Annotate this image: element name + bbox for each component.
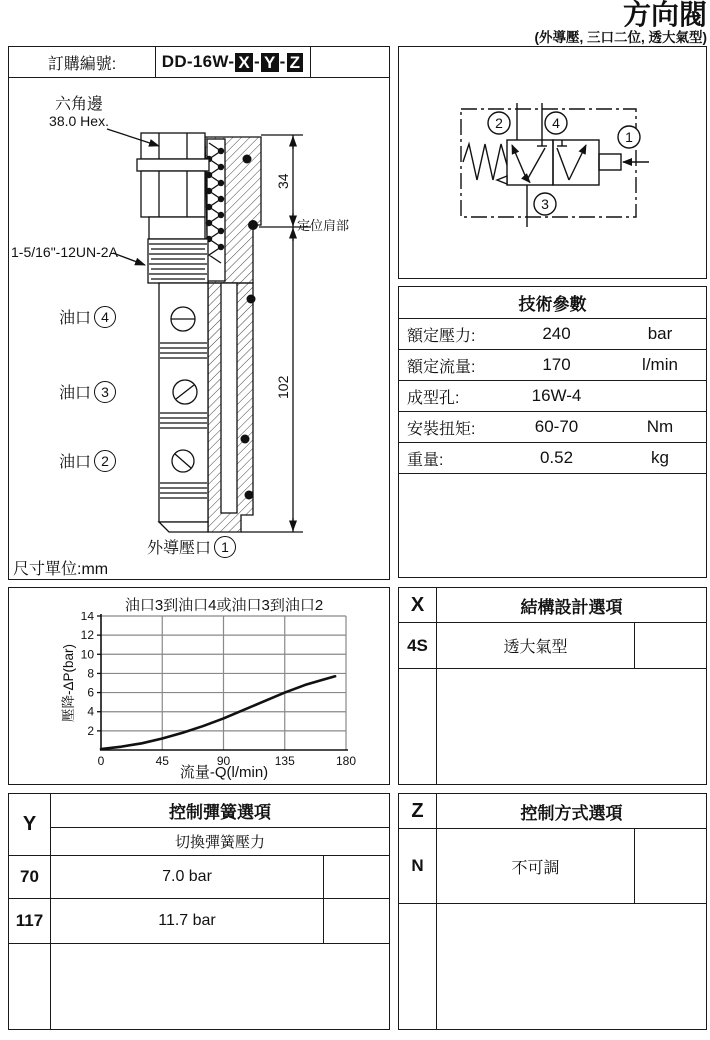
tech-label: 額定壓力:	[407, 327, 476, 345]
svg-text:90: 90	[216, 754, 231, 768]
option-y-header-right	[51, 794, 389, 855]
svg-text:10: 10	[80, 647, 94, 662]
tech-label: 額定流量:	[407, 358, 476, 376]
option-y-panel	[8, 793, 390, 1030]
option-code: N	[399, 829, 437, 903]
thread-spec-label: 1-5/16"-12UN-2A	[11, 244, 118, 260]
tech-params-panel	[398, 286, 707, 578]
tech-value: 240	[542, 324, 571, 343]
tech-unit: Nm	[646, 417, 674, 436]
option-empty-cell	[323, 899, 389, 943]
option-z-row-n	[399, 829, 706, 904]
option-x-panel	[398, 587, 707, 785]
svg-text:180: 180	[335, 754, 357, 768]
chart-y-axis-label: 壓降-ΔP(bar)	[61, 643, 76, 723]
option-desc: 不可調	[511, 859, 560, 877]
tech-row-pressure	[399, 319, 706, 350]
schematic-port-4: 4	[552, 115, 560, 131]
svg-text:0: 0	[97, 754, 105, 768]
option-y-code: Y	[9, 794, 51, 855]
shoulder-label: 定位肩部	[297, 218, 350, 233]
drawing-panel	[8, 46, 390, 580]
page-subtitle: (外導壓, 三口二位, 透大氣型)	[534, 30, 707, 45]
pilot-port-text: 外導壓口	[147, 540, 212, 557]
option-y-filler	[9, 944, 389, 1029]
tech-row-flow	[399, 350, 706, 381]
dim-34-label: 34	[275, 173, 291, 189]
tech-value: 0.52	[539, 448, 574, 467]
option-z-header	[399, 794, 706, 829]
tech-label: 成型孔:	[407, 389, 460, 407]
option-x-filler	[399, 669, 706, 784]
schematic-port-3: 3	[541, 196, 549, 212]
option-code: 117	[9, 899, 51, 943]
schematic-port-1: 1	[625, 129, 633, 145]
tech-value: 60-70	[534, 417, 579, 436]
order-code-prefix: DD-16W-	[161, 52, 235, 71]
chart-x-axis-label: 流量-Q(l/min)	[179, 764, 269, 781]
svg-text:14: 14	[80, 612, 94, 623]
order-code-y: Y	[261, 53, 279, 72]
valve-schematic-symbol	[399, 47, 705, 277]
order-code-x: X	[235, 53, 253, 72]
chart-title: 油口3到油口4或油口3到油口2	[124, 597, 324, 614]
filler-left-cell	[399, 669, 437, 784]
order-number-label: 訂購編號:	[9, 47, 156, 77]
option-y-title: 控制彈簧選項	[51, 794, 389, 828]
port-4-text: 油口	[59, 310, 92, 327]
option-desc: 透大氣型	[503, 639, 568, 656]
port-4-number: 4	[94, 306, 116, 328]
dim-102-label: 102	[275, 375, 291, 399]
hex-label-block	[31, 97, 127, 129]
schematic-panel	[398, 46, 707, 279]
port-2-label	[59, 449, 116, 472]
svg-text:6: 6	[87, 685, 94, 700]
filler-left-cell	[9, 944, 51, 1029]
order-number-row	[9, 47, 389, 78]
option-empty-cell	[323, 856, 389, 898]
hex-size-label: 38.0 Hex.	[49, 113, 109, 129]
pilot-port-label	[147, 535, 236, 558]
port-3-text: 油口	[59, 385, 92, 402]
filler-left-cell	[399, 904, 437, 1029]
chart-panel	[8, 587, 390, 785]
tech-label: 安裝扭矩:	[407, 420, 476, 438]
option-x-header	[399, 588, 706, 623]
svg-text:135: 135	[274, 754, 295, 768]
port-4-label	[59, 305, 116, 328]
doc-title-block	[535, 0, 708, 45]
option-y-header	[9, 794, 389, 856]
order-empty-cell	[311, 47, 389, 77]
tech-value: 16W-4	[531, 386, 582, 405]
option-empty-cell	[634, 829, 706, 903]
page-title: 方向閥	[622, 0, 707, 30]
tech-row-torque	[399, 412, 706, 443]
option-x-row-4s	[399, 623, 706, 669]
order-code-z: Z	[287, 53, 304, 72]
tech-row-weight	[399, 443, 706, 474]
tech-label: 重量:	[407, 451, 444, 469]
option-code: 4S	[399, 623, 437, 668]
option-z-filler	[399, 904, 706, 1029]
option-z-code: Z	[399, 794, 437, 828]
tech-unit: bar	[647, 324, 673, 343]
port-2-number: 2	[94, 450, 116, 472]
option-y-row-70	[9, 856, 389, 899]
hex-label: 六角邊	[54, 96, 103, 113]
order-code-sep1: -	[253, 52, 260, 71]
option-code: 70	[9, 856, 51, 898]
schematic-port-2: 2	[495, 115, 503, 131]
order-code-sep2: -	[279, 52, 286, 71]
pressure-drop-chart	[61, 612, 371, 784]
option-z-panel	[398, 793, 707, 1030]
option-empty-cell	[634, 623, 706, 668]
option-x-title: 結構設計選項	[520, 597, 623, 617]
tech-unit: l/min	[642, 355, 678, 374]
tech-row-cavity	[399, 381, 706, 412]
order-code	[156, 47, 311, 77]
option-desc: 11.7 bar	[158, 912, 216, 929]
option-x-code: X	[399, 588, 437, 622]
option-y-row-117	[9, 899, 389, 944]
svg-text:4: 4	[87, 704, 94, 719]
svg-text:12: 12	[80, 628, 94, 643]
option-z-title: 控制方式選項	[520, 803, 623, 823]
port-3-number: 3	[94, 381, 116, 403]
units-note: 尺寸單位:mm	[13, 561, 109, 578]
option-y-subtitle: 切換彈簧壓力	[174, 834, 265, 851]
svg-text:8: 8	[87, 666, 94, 681]
pilot-port-number: 1	[214, 536, 236, 558]
tech-params-title: 技術參數	[399, 287, 706, 319]
tech-value: 170	[542, 355, 571, 374]
svg-text:2: 2	[87, 723, 94, 738]
svg-text:45: 45	[155, 754, 169, 768]
port-3-label	[59, 380, 116, 403]
tech-unit: kg	[651, 448, 669, 467]
port-2-text: 油口	[59, 454, 92, 471]
option-desc: 7.0 bar	[162, 868, 212, 885]
